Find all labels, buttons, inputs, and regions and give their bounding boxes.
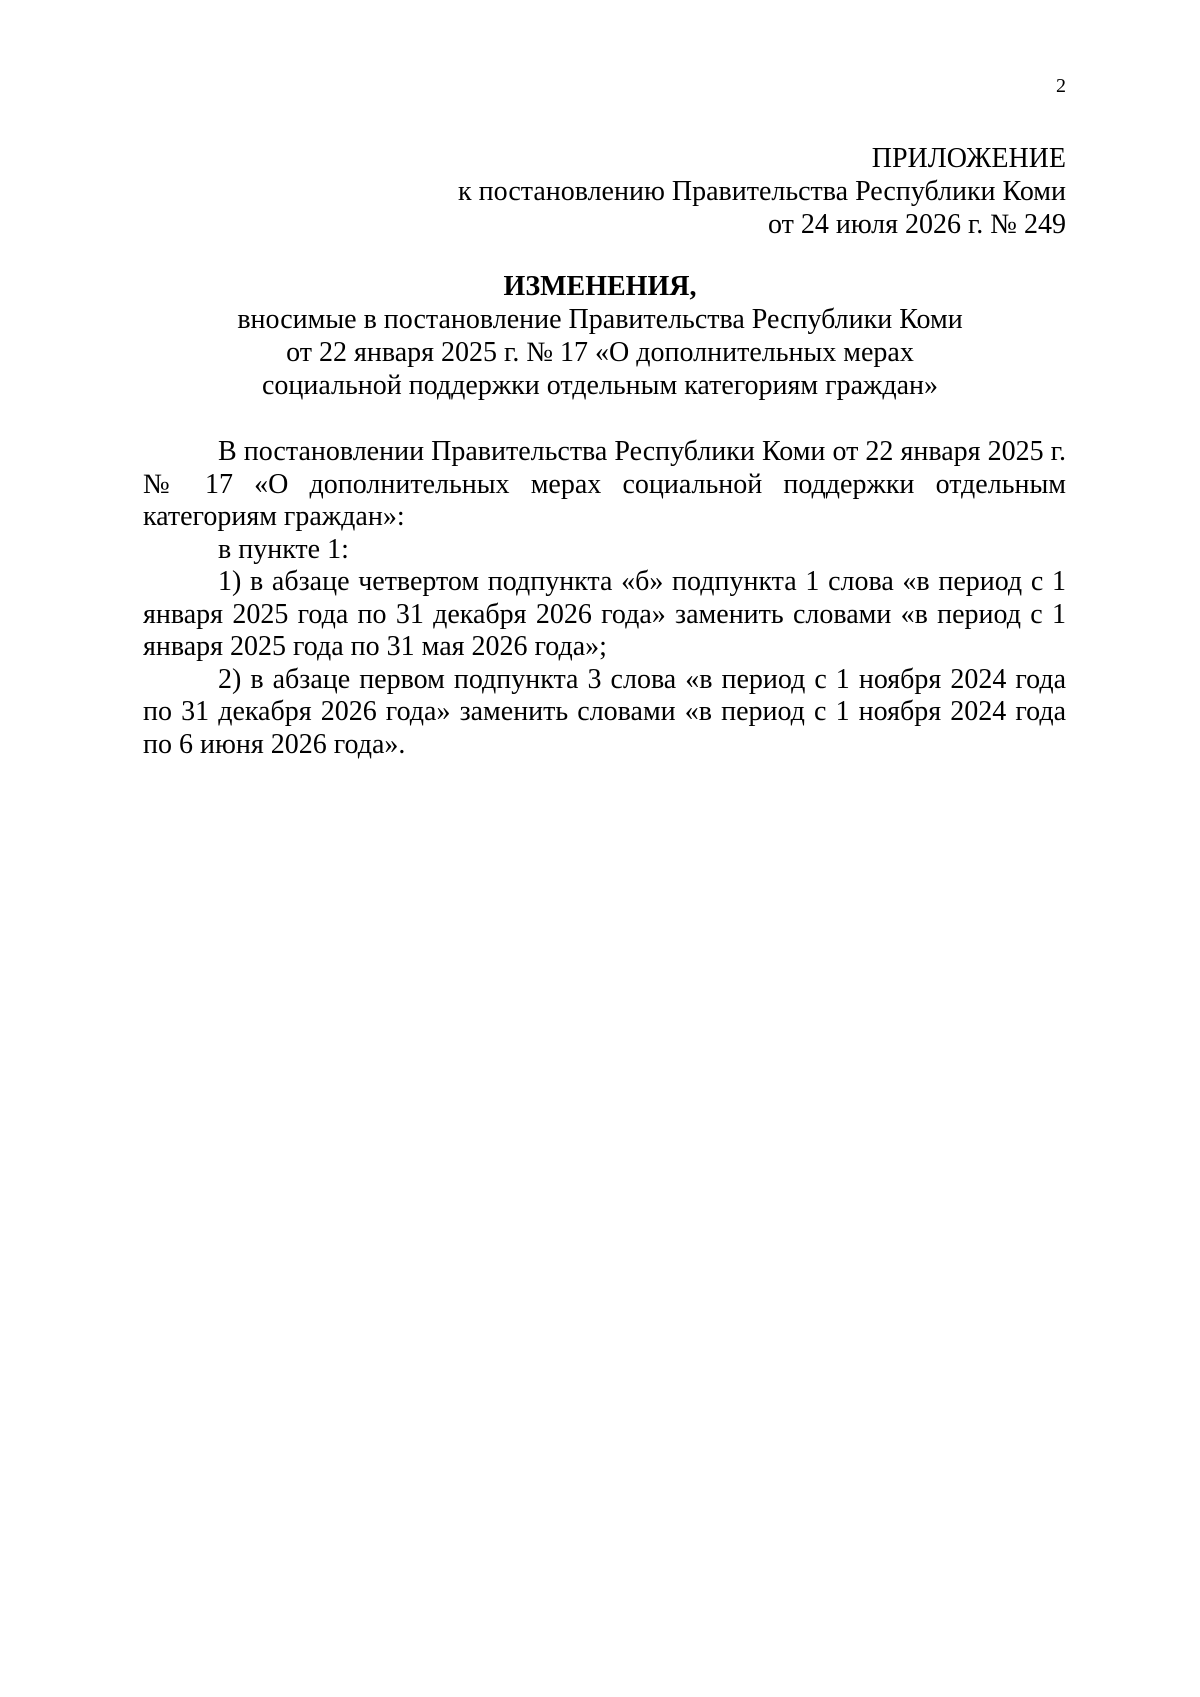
document-body	[143, 436, 1066, 761]
point-intro-paragraph: в пункте 1:	[218, 533, 349, 565]
appendix-reference: к постановлению Правительства Республики Коми	[458, 176, 1066, 207]
heading-line-1: вносимые в постановление Правительства Республики Коми	[237, 304, 963, 335]
appendix-date-number: от 24 июля 2026 г. № 249	[768, 209, 1066, 240]
document-title: ИЗМЕНЕНИЯ,	[503, 271, 697, 302]
document-heading	[140, 270, 1060, 402]
appendix-label: ПРИЛОЖЕНИЕ	[871, 143, 1066, 174]
amendment-item-1: 1) в абзаце четвертом подпункта «б» подпункта 1 слова «в период с 1 января 2025 года по 31 декабря 2026 года» заменить словами «в период с 1 января 2025 года по 31 мая 2026 года»;	[143, 566, 1066, 662]
appendix-block	[166, 142, 1066, 241]
intro-paragraph: В постановлении Правительства Республики Коми от 22 января 2025 г. № 17 «О дополнительных мерах социальной поддержки отдельным категориям граждан»:	[143, 436, 1066, 532]
page-number: 2	[1056, 75, 1066, 97]
heading-line-3: социальной поддержки отдельным категориям граждан»	[261, 370, 939, 401]
amendment-item-2: 2) в абзаце первом подпункта 3 слова «в период с 1 ноября 2024 года по 31 декабря 2026 года» заменить словами «в период с 1 ноября 2024 года по 6 июня 2026 года».	[143, 663, 1066, 760]
heading-line-2: от 22 января 2025 г. № 17 «О дополнительных мерах	[286, 337, 914, 368]
